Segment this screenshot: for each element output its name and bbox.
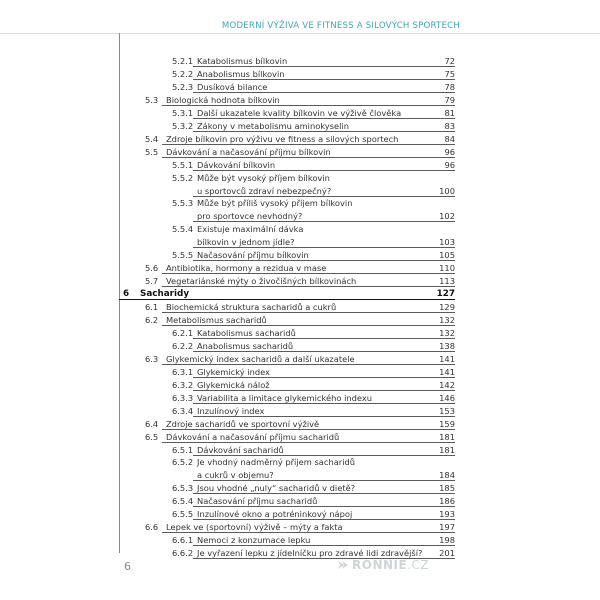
toc-rule: [193, 131, 455, 132]
toc-rule: [193, 519, 455, 520]
toc-entry: [172, 379, 455, 391]
toc-title: Sacharidy: [140, 289, 190, 300]
toc-title: Vegetariánské mýty o živočišných bílkovinách: [166, 276, 357, 287]
toc-title: a cukrů v objemu?: [197, 470, 274, 481]
toc-page-number: 181: [439, 444, 455, 455]
toc-entry: [172, 68, 455, 80]
toc-number: 5.6: [145, 263, 159, 274]
toc-title: u sportovců zdraví nebezpečný?: [197, 185, 332, 196]
toc-entry: [172, 444, 455, 456]
toc-entry: [145, 301, 455, 313]
toc-rule: [193, 403, 455, 404]
toc-title: Variabilita a limitace glykemického indexu: [197, 392, 373, 403]
toc-rule: [193, 118, 455, 119]
toc-entry: [193, 236, 455, 248]
toc-title: Je vyřazení lepku z jídelníčku pro zdravé lidi zdravější?: [197, 548, 423, 559]
toc-page-number: 185: [439, 483, 455, 494]
toc-rule: [162, 157, 455, 158]
toc-entry: [172, 405, 455, 417]
toc-number: 6.3.1: [172, 366, 194, 377]
toc-rule: [162, 273, 455, 274]
toc-entry: [145, 146, 455, 158]
toc-number: 6.2: [145, 315, 159, 325]
toc-title: Lepek ve (sportovní) výživě – mýty a fakta: [166, 522, 343, 533]
toc-number: 6.3: [145, 353, 159, 364]
toc-rule: [193, 493, 455, 494]
toc-number: 6.3.3: [172, 392, 194, 403]
toc-title: Zdroje bílkovin pro výživu ve fitness a silových sportech: [166, 133, 399, 144]
toc-title: Biologická hodnota bílkovin: [166, 94, 280, 105]
toc-page-number: 186: [439, 496, 455, 507]
toc-rule: [162, 532, 455, 533]
toc-number: 6: [123, 289, 130, 300]
toc-entry: [172, 159, 455, 171]
toc-title: Glykemický index sacharidů a další ukazatele: [166, 353, 355, 364]
toc-number: 5.2.3: [172, 81, 194, 92]
running-header: MODERNÍ VÝŽIVA VE FITNESS A SILOVÝCH SPORTECH: [221, 21, 460, 31]
toc-title: Glykemická nálož: [197, 379, 270, 390]
toc-page-number: 141: [439, 366, 455, 377]
toc-title: Načasování příjmu sacharidů: [197, 496, 318, 507]
ronnie-logo: [338, 556, 429, 574]
toc-page-number: 184: [439, 470, 455, 481]
toc-title: Dávkování bílkovin: [197, 159, 276, 170]
toc-entry: [145, 521, 455, 533]
toc-page-number: 181: [439, 431, 455, 442]
toc-page-number: 81: [444, 107, 455, 118]
toc-page-number: 159: [439, 418, 455, 429]
toc-entry: [145, 133, 455, 145]
toc-rule: [193, 377, 455, 378]
toc-title: Zákony v metabolismu aminokyselin: [197, 120, 350, 131]
toc-title: Biochemická struktura sacharidů a cukrů: [166, 302, 337, 313]
toc-rule: [193, 92, 455, 93]
toc-rule: [193, 351, 455, 352]
toc-rule: [162, 442, 455, 443]
toc-page-number: 153: [439, 405, 455, 416]
toc-title: Dávkování sacharidů: [197, 444, 284, 455]
toc-title: Existuje maximální dávka: [197, 224, 304, 235]
toc-page-number: 193: [439, 509, 455, 520]
toc-entry: [172, 55, 455, 67]
toc-number: 5.7: [145, 276, 159, 287]
toc-title: Načasování příjmu bílkovin: [197, 250, 309, 261]
toc-title: Zdroje sacharidů ve sportovní výživě: [166, 418, 320, 429]
toc-entry: [172, 340, 455, 352]
toc-page-number: 75: [444, 68, 455, 79]
toc-rule: [162, 312, 455, 313]
toc-number: 6.2.2: [172, 340, 194, 351]
toc-rule: [193, 260, 455, 261]
toc-number: 6.6: [145, 522, 159, 533]
toc-title: Jsou vhodné „nuly“ sacharidů v dietě?: [197, 483, 356, 494]
toc-page-number: 103: [439, 237, 455, 248]
toc-rule: [162, 325, 455, 326]
toc-entry: [145, 418, 455, 430]
toc-page-number: 132: [439, 315, 455, 325]
toc-title: bílkovin v jednom jídle?: [197, 237, 295, 248]
toc-rule: [193, 545, 455, 546]
toc-rule: [193, 390, 455, 391]
toc-number: 5.3: [145, 94, 159, 105]
toc-number: 6.5.2: [172, 457, 194, 468]
toc-entry: [172, 81, 455, 93]
toc-entry: [172, 327, 455, 339]
toc-entry: [172, 366, 455, 378]
toc-number: 6.3.4: [172, 405, 194, 416]
toc-page-number: 72: [444, 56, 455, 66]
toc-page-number: 79: [444, 94, 455, 105]
toc-rule: [193, 196, 455, 197]
toc-rule: [193, 170, 455, 171]
toc-page-number: 105: [439, 250, 455, 261]
toc-rule: [193, 506, 455, 507]
toc-rule: [162, 429, 455, 430]
toc-title: Katabolismus bílkovin: [197, 56, 288, 66]
toc-number: 6.5.1: [172, 444, 194, 455]
toc-page-number: 197: [439, 522, 455, 533]
toc-rule: [162, 364, 455, 365]
toc-entry: [145, 314, 455, 326]
toc-page-number: 201: [439, 548, 455, 559]
toc-rule: [193, 338, 455, 339]
toc-number: 5.5: [145, 146, 159, 157]
toc-rule: [193, 455, 455, 456]
toc-rule: [193, 79, 455, 80]
toc-page-number: 102: [439, 211, 455, 222]
toc-entry: [145, 431, 455, 443]
toc-entry: [172, 495, 455, 507]
logo-text: RONNIE: [352, 558, 408, 572]
toc-rule: [162, 286, 455, 287]
toc-rule: [162, 144, 455, 145]
toc-title: Dávkování a načasování příjmu sacharidů: [166, 431, 340, 442]
toc-title: Glykemický index: [197, 366, 270, 377]
toc-entry: [172, 120, 455, 132]
toc-number: 5.5.5: [172, 250, 194, 261]
toc-number: 5.2.1: [172, 56, 194, 66]
toc-entry: [172, 456, 455, 468]
toc-entry: [172, 508, 455, 520]
toc-entry: [172, 249, 455, 261]
toc-rule: [193, 66, 455, 67]
toc-title: Inzulínové okno a potréninkový nápoj: [197, 509, 353, 520]
toc-number: 6.6.2: [172, 548, 194, 559]
toc-entry: [172, 223, 455, 235]
toc-number: 5.5.4: [172, 224, 194, 235]
toc-title: Může být příliš vysoký příjem bílkovin: [197, 198, 353, 209]
toc-number: 5.3.2: [172, 120, 194, 131]
toc-title: Katabolismus sacharidů: [197, 327, 296, 338]
toc-number: 6.3.2: [172, 379, 194, 390]
toc-title: Anabolismus bílkovin: [197, 68, 285, 79]
toc-page-number: 113: [439, 276, 455, 287]
toc-entry: [145, 275, 455, 287]
toc-number: 6.5.3: [172, 483, 194, 494]
toc-page-number: 96: [444, 146, 455, 157]
toc-page-number: 141: [439, 353, 455, 364]
toc-title: pro sportovce nevhodný?: [197, 211, 303, 222]
toc-entry: [145, 262, 455, 274]
toc-entry: [145, 94, 455, 106]
toc-page-number: 127: [436, 289, 455, 300]
toc-page-number: 142: [439, 379, 455, 390]
page-number: 6: [124, 560, 131, 573]
toc-page-number: 138: [439, 340, 455, 351]
toc-entry: [193, 469, 455, 481]
toc-title: Inzulínový index: [197, 405, 265, 416]
toc-number: 6.4: [145, 418, 159, 429]
logo-chevron-icon: [338, 560, 348, 570]
toc-rule: [193, 416, 455, 417]
toc-page-number: 146: [439, 392, 455, 403]
toc-entry: [193, 210, 455, 222]
toc-title: Je vhodný nadměrný příjem sacharidů: [197, 457, 356, 468]
toc-rule: [119, 299, 455, 301]
toc-number: 6.5.4: [172, 496, 194, 507]
toc-page-number: 78: [444, 81, 455, 92]
toc-page-number: 83: [444, 120, 455, 131]
toc-title: Nemoci z konzumace lepku: [197, 535, 311, 546]
toc-title: Další ukazatele kvality bílkovin ve výživě člověka: [197, 107, 402, 118]
toc-number: 6.2.1: [172, 327, 194, 338]
toc-number: 5.2.2: [172, 68, 194, 79]
toc-rule: [193, 247, 455, 248]
toc-entry: [193, 185, 455, 197]
toc-rule: [193, 480, 455, 481]
toc-entry: [172, 392, 455, 404]
toc-number: 6.5: [145, 431, 159, 442]
toc-number: 6.1: [145, 302, 159, 313]
toc-title: Dávkování a načasování příjmu bílkovin: [166, 146, 331, 157]
toc-page-number: 84: [444, 133, 455, 144]
toc-page-number: 129: [439, 302, 455, 313]
toc-page-number: 100: [439, 185, 455, 196]
toc-entry: [172, 172, 455, 184]
toc-entry: [172, 482, 455, 494]
toc-number: 5.5.1: [172, 159, 194, 170]
toc-number: 5.4: [145, 133, 159, 144]
toc-page-number: 198: [439, 535, 455, 546]
toc-number: 5.5.3: [172, 198, 194, 209]
toc-entry: [172, 197, 455, 209]
toc-entry: [172, 107, 455, 119]
toc-number: 5.5.2: [172, 172, 194, 183]
toc-entry: [119, 288, 455, 300]
logo-suffix: .CZ: [407, 558, 430, 572]
toc-rule: [193, 221, 455, 222]
toc-title: Anabolismus sacharidů: [197, 340, 294, 351]
toc-page-number: 96: [444, 159, 455, 170]
toc-page-number: 110: [439, 263, 455, 274]
toc-number: 5.3.1: [172, 107, 194, 118]
toc-rule: [162, 105, 455, 106]
toc-number: 6.6.1: [172, 535, 194, 546]
toc-entry: [172, 534, 455, 546]
toc-title: Antibiotika, hormony a rezidua v mase: [166, 263, 327, 274]
toc-title: Může být vysoký příjem bílkovin: [197, 172, 330, 183]
toc-page-number: 132: [439, 327, 455, 338]
toc-title: Dusíková bilance: [197, 81, 268, 92]
toc-number: 6.5.5: [172, 509, 194, 520]
toc-entry: [145, 353, 455, 365]
toc-title: Metabolismus sacharidů: [166, 315, 267, 325]
